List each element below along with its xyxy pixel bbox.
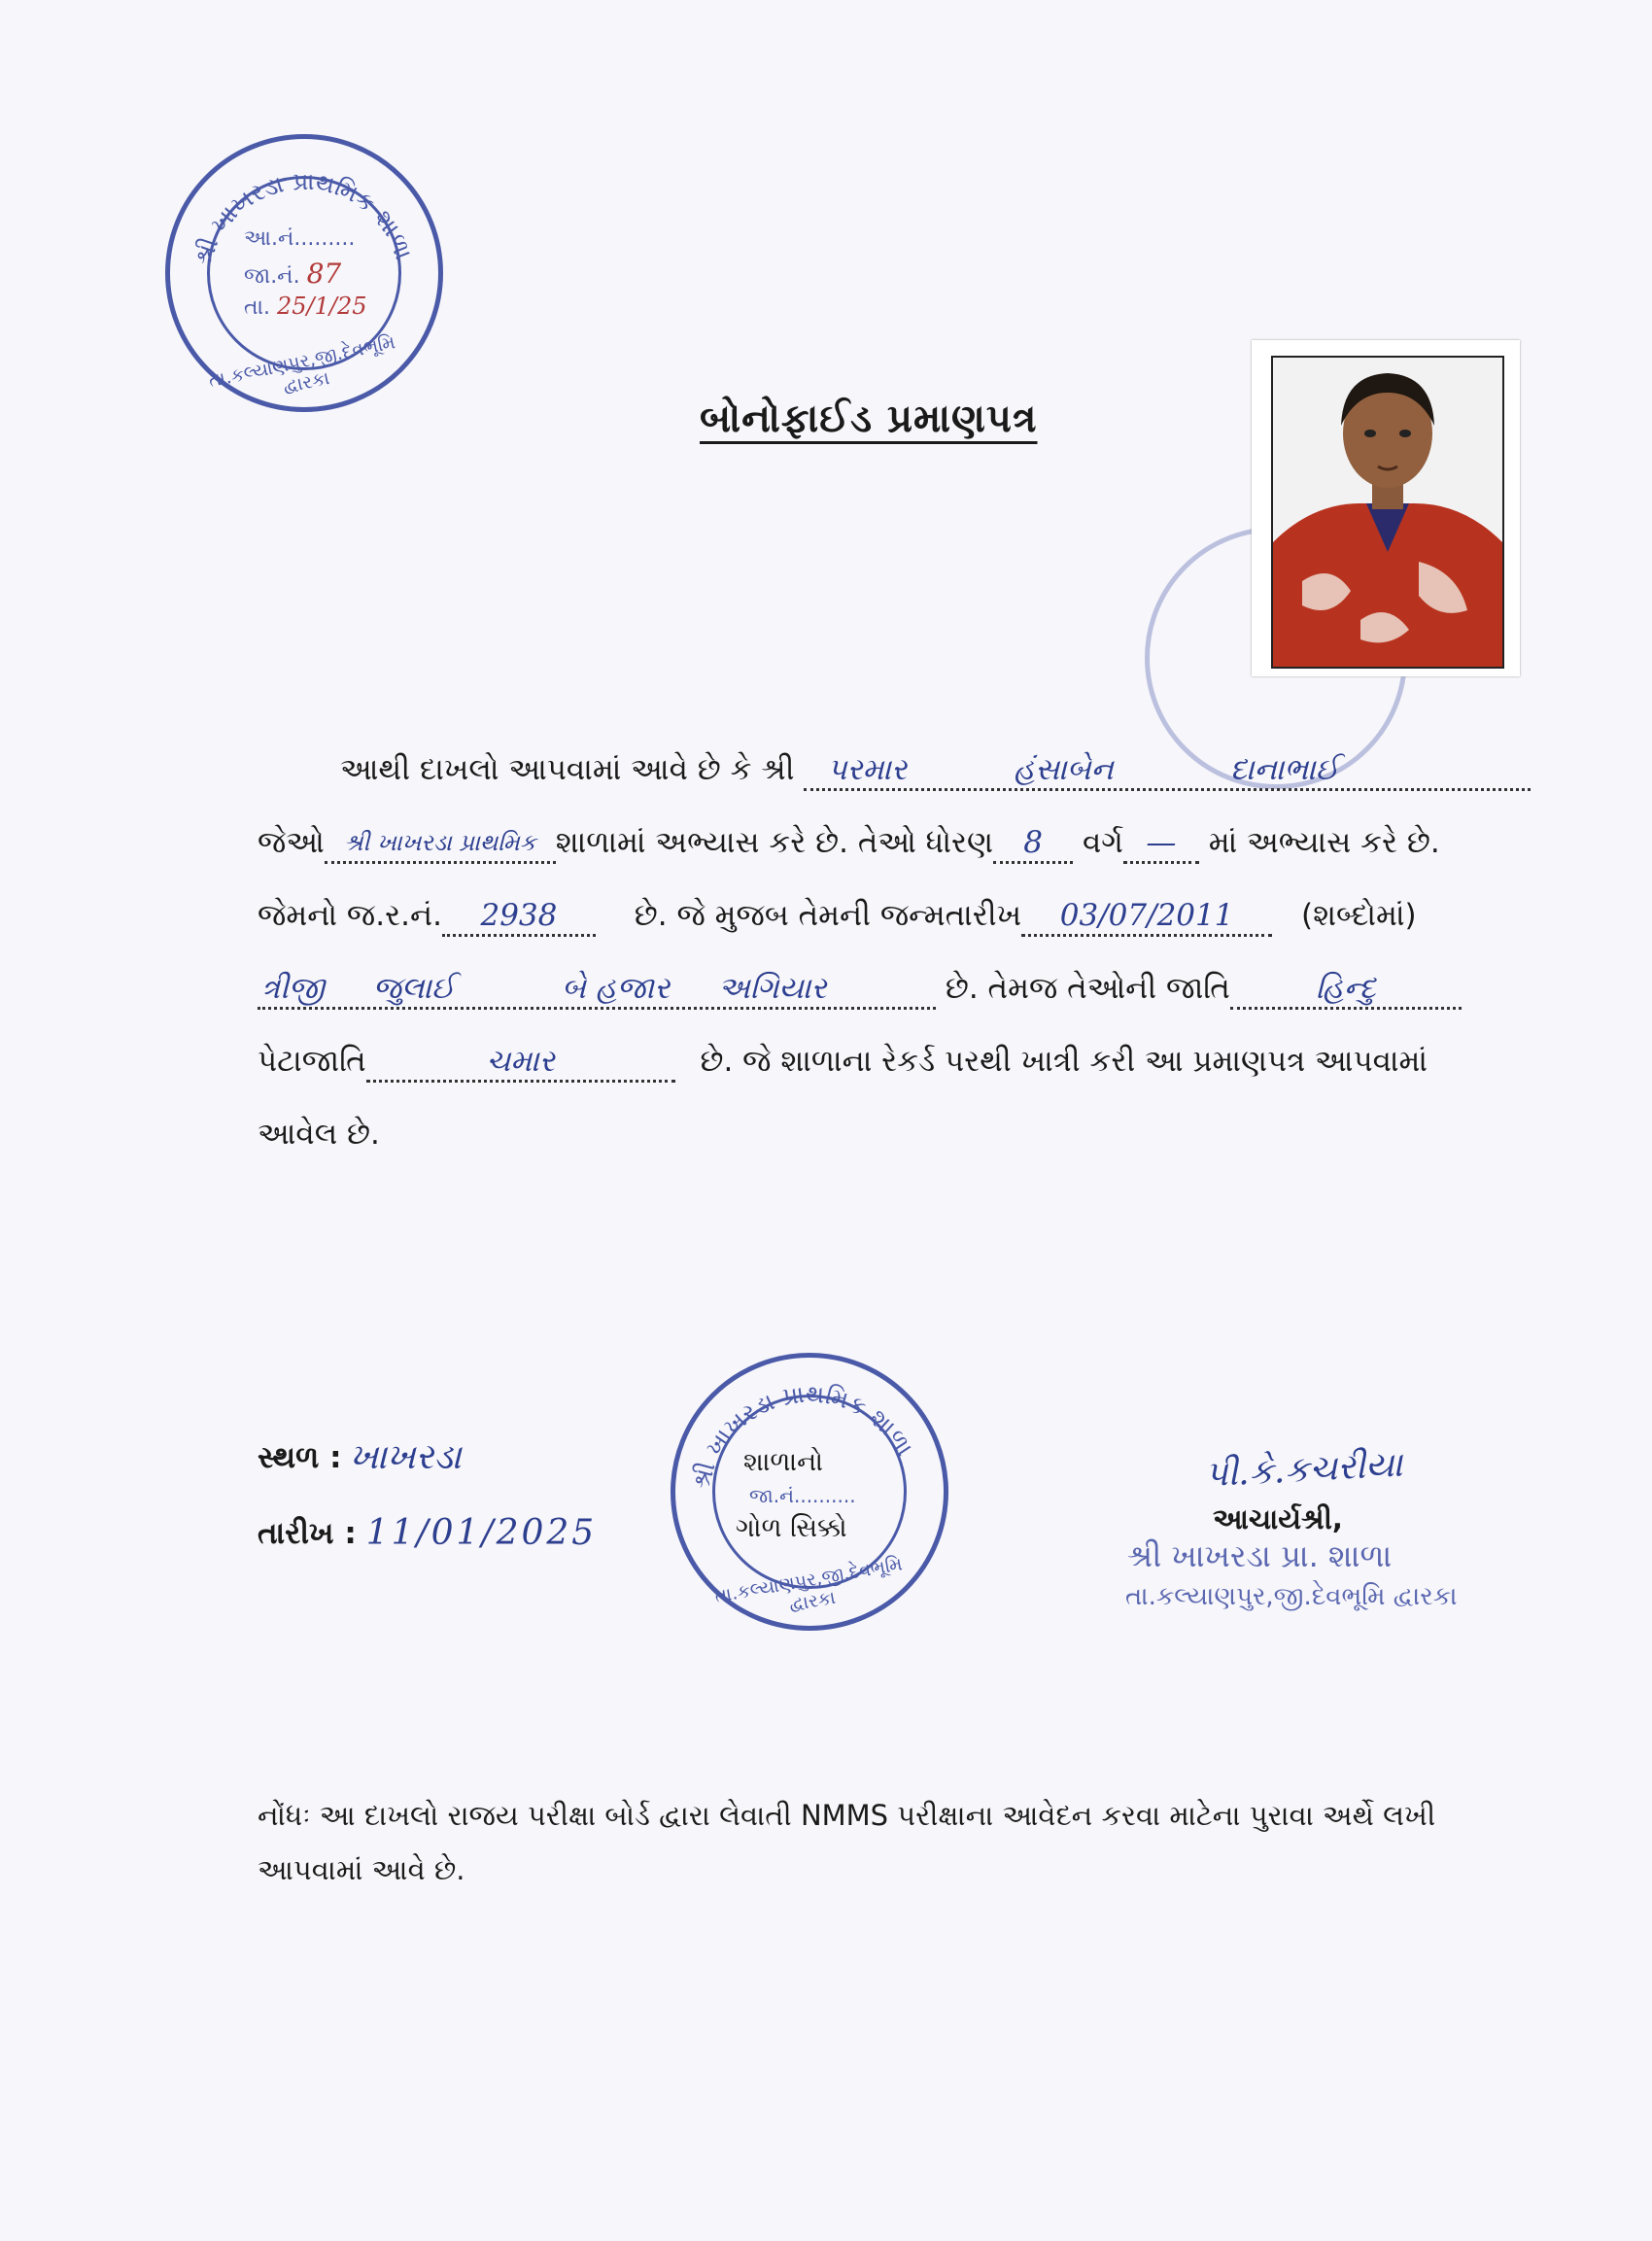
school-field: શ્રી ખાખરડા પ્રાથમિક bbox=[325, 824, 556, 864]
dob-words-field bbox=[258, 970, 936, 1010]
seal-ring-label: શ્રી ખાખરડા પ્રાથમિક શાળા bbox=[686, 1379, 919, 1493]
stamp-ta-label: તા. bbox=[244, 295, 270, 320]
footnote: નોંધઃ આ દાખલો રાજય પરીક્ષા બોર્ડ દ્વારા લેવાતી NMMS પરીક્ષાના આવેદન કરવા માટેના પુરાવા અર્થે લખી આપવામાં આવે છે. bbox=[258, 1799, 1436, 1886]
inward-stamp bbox=[165, 134, 443, 412]
name-first: પરમાર bbox=[827, 752, 907, 787]
body-line-6: આવેલ છે. bbox=[258, 1117, 380, 1152]
name-last: દાનાભાઈ bbox=[1229, 752, 1339, 787]
line3-suffix: (શબ્દોમાં) bbox=[1300, 898, 1417, 933]
dob-words-2: જુલાઈ bbox=[372, 971, 455, 1006]
stamp-jn-value: 87 bbox=[306, 258, 342, 290]
body-line-5 bbox=[258, 1040, 1550, 1083]
date-label: તારીખ : bbox=[258, 1516, 357, 1551]
line5-prefix: પેટાજાતિ bbox=[258, 1044, 366, 1079]
dob-field: 03/07/2011 bbox=[1021, 897, 1272, 937]
principal-address: તા.કલ્યાણપુર,જી.દેવભૂમિ દ્વારકા bbox=[1125, 1582, 1458, 1611]
caste-field: હિન્દુ bbox=[1230, 970, 1462, 1010]
line4-mid: છે. તેમજ તેઓની જાતિ bbox=[945, 971, 1230, 1006]
body-line-1 bbox=[340, 748, 1550, 791]
seal-line-2: ગોળ સિક્કો bbox=[736, 1513, 847, 1543]
principal-title: આચાર્યશ્રી, bbox=[1213, 1502, 1343, 1535]
school-round-seal bbox=[671, 1353, 948, 1631]
body-line-4 bbox=[258, 967, 1550, 1010]
line2-mid: શાળામાં અભ્યાસ કરે છે. તેઓ ધોરણ bbox=[555, 825, 994, 860]
principal-signature: પી.કે.કચરીયા bbox=[1204, 1444, 1404, 1496]
line2-prefix: જેઓ bbox=[258, 825, 325, 860]
stamp-jn-label: જા.નં. bbox=[244, 264, 300, 289]
stamp-an: આ.નં......... bbox=[244, 226, 356, 251]
subcaste-field: ચમાર bbox=[366, 1043, 675, 1083]
stamp-ring-label: શ્રી ખાખરડા પ્રાથમિક શાળા bbox=[189, 166, 419, 269]
place-label: સ્થળ : bbox=[258, 1440, 342, 1475]
line3-prefix: જેમનો જ.ર.નં. bbox=[258, 898, 442, 933]
student-photo-frame bbox=[1252, 340, 1520, 676]
svg-text:શ્રી ખાખરડા પ્રાથમિક શાળા bbox=[189, 167, 418, 268]
dob-words-3: બે હજાર bbox=[562, 971, 671, 1006]
document-title: બોનોફાઈડ પ્રમાણપત્ર bbox=[700, 396, 1038, 441]
student-photo bbox=[1271, 356, 1504, 669]
reg-no-field: 2938 bbox=[442, 897, 596, 937]
line2-suffix: માં અભ્યાસ કરે છે. bbox=[1208, 825, 1440, 860]
body-line-2 bbox=[258, 821, 1550, 864]
student-name-field bbox=[804, 751, 1531, 791]
body-line-3 bbox=[258, 894, 1550, 937]
standard-field: 8 bbox=[993, 824, 1073, 864]
stamp-bottom-text: તા.કલ્યાણપુર,જી.દેવભૂમિ દ્વારકા bbox=[206, 331, 397, 398]
line5-suffix: છે. જે શાળાના રેકર્ડ પરથી ખાત્રી કરી આ પ્રમાણપત્ર આપવામાં bbox=[700, 1044, 1428, 1079]
seal-jn: જા.નં.......... bbox=[749, 1484, 856, 1507]
place-row bbox=[258, 1436, 743, 1479]
seal-line-1: શાળાનો bbox=[743, 1447, 823, 1477]
dob-words-1: ત્રીજી bbox=[261, 971, 325, 1006]
line3-mid: છે. જે મુજબ તેમની જન્મતારીખ bbox=[634, 898, 1022, 933]
line1-prefix: આથી દાખલો આપવામાં આવે છે કે શ્રી bbox=[340, 752, 795, 787]
date-value: 11/01/2025 bbox=[365, 1513, 598, 1553]
name-middle: હંસાબેન bbox=[1013, 752, 1114, 787]
date-row bbox=[258, 1512, 743, 1555]
line2-mid2: વર્ગ bbox=[1082, 825, 1123, 860]
division-field: — bbox=[1123, 824, 1199, 864]
stamp-ta-value: 25/1/25 bbox=[276, 293, 367, 320]
dob-words-4: અગિયાર bbox=[718, 971, 827, 1006]
principal-school: શ્રી ખાખરડા પ્રા. શાળા bbox=[1127, 1537, 1393, 1574]
seal-bottom-text: તા.કલ્યાણપુર,જી.દેવભૂમિ દ્વારકા bbox=[712, 1553, 905, 1616]
place-value: ખાખરડા bbox=[349, 1437, 462, 1477]
